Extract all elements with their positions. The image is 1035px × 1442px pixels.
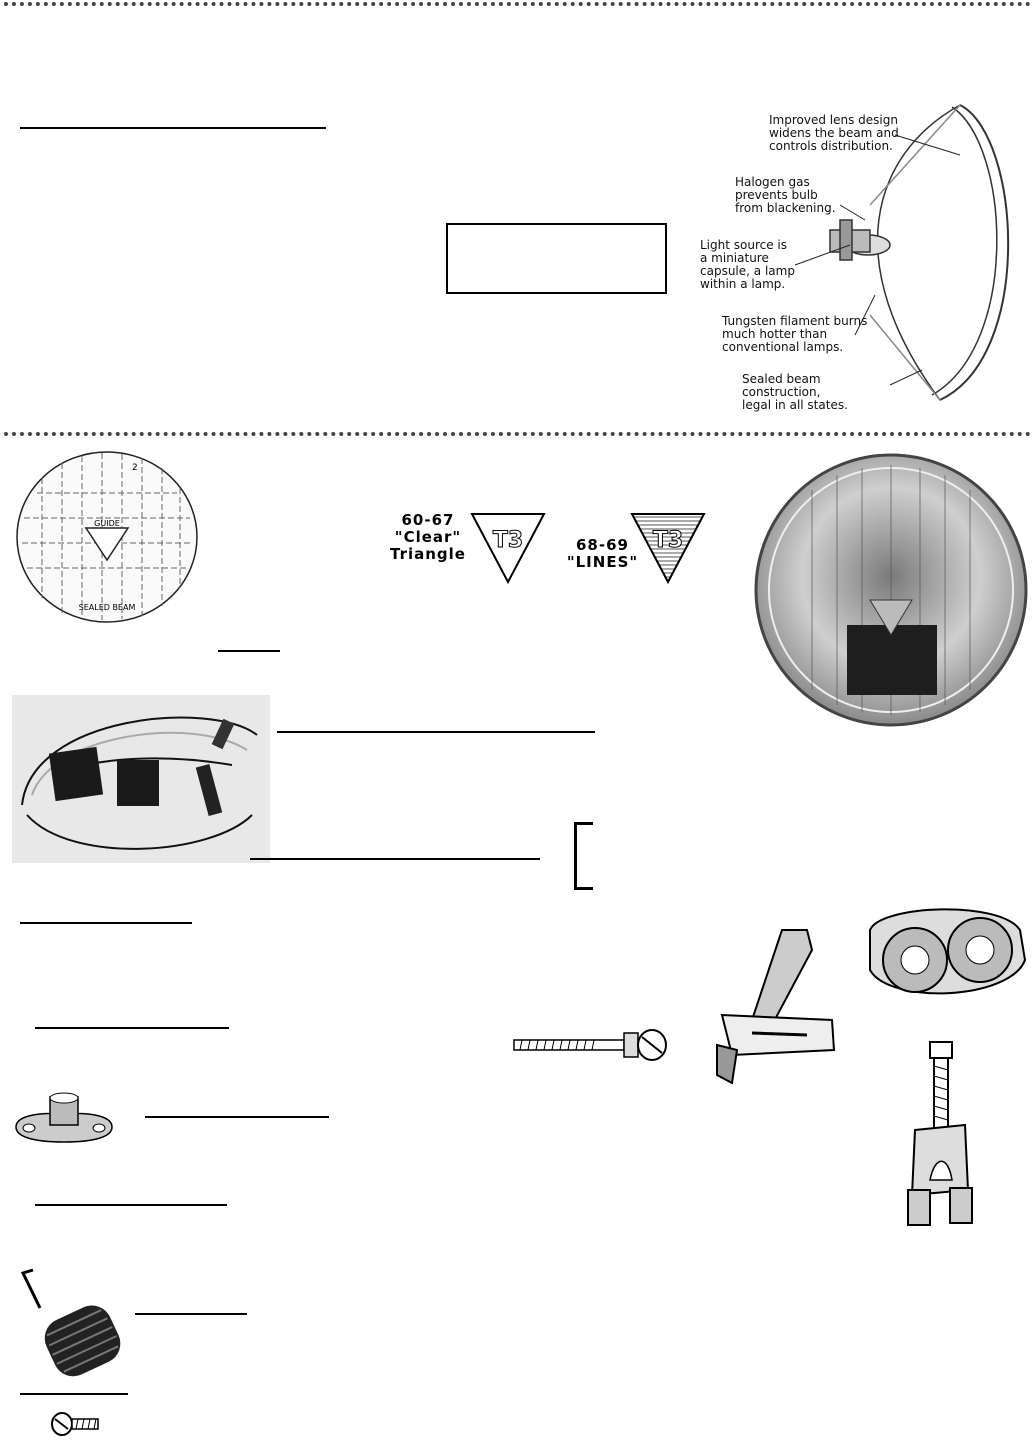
callout-line: within a lamp. [700, 277, 786, 291]
headlamp-photo [752, 450, 1030, 730]
flange-nut-drawing [14, 1092, 114, 1147]
callout-halogen-gas [735, 176, 845, 215]
callout-line: Light source is [700, 238, 788, 252]
callout-line: much hotter than [722, 327, 828, 341]
callout-line: prevents bulb [735, 188, 818, 202]
underline-part-2 [35, 1027, 229, 1029]
triangle-years: 60-67 [401, 511, 455, 529]
callout-lens-design [769, 114, 909, 153]
sealed-beam-text: SEALED BEAM [78, 603, 136, 612]
underline-part-4 [35, 1204, 227, 1206]
mounting-arm-drawing [712, 925, 842, 1085]
heading-underline [20, 127, 326, 129]
triangle-mark: T3 [652, 528, 684, 553]
callout-line: legal in all states. [742, 398, 848, 412]
triangle-label-line: "LINES" [566, 553, 639, 571]
small-screw-drawing [50, 1411, 102, 1437]
underline-harness-2 [250, 858, 540, 860]
underline-part-5 [135, 1313, 247, 1315]
triangle-label-60-67 [388, 512, 468, 563]
callout-tungsten [722, 315, 872, 354]
underline-part-1 [20, 922, 192, 924]
spring-drawing [18, 1268, 128, 1383]
empty-text-box [446, 223, 667, 294]
callout-line: Sealed beam construction, [742, 372, 821, 399]
underline-part-3 [145, 1116, 329, 1118]
middle-dotted-divider [4, 432, 1031, 436]
callout-line: conventional lamps. [722, 340, 844, 354]
triangle-years: 68-69 [576, 536, 629, 554]
callout-line: Improved lens design [769, 113, 898, 127]
short-underline [218, 650, 280, 652]
lens-number: 2 [132, 463, 138, 473]
callout-line: controls distribution. [769, 139, 893, 153]
clear-triangle-icon [470, 512, 546, 584]
guide-text: GUIDE [94, 519, 120, 528]
triangle-label-line: Triangle [390, 545, 466, 563]
callout-line: a miniature [700, 251, 769, 265]
callout-line: widens the beam and [769, 126, 899, 140]
underline-part-6 [20, 1393, 128, 1395]
callout-line: capsule, a lamp [700, 264, 795, 278]
relay-wiring-harness-photo [12, 695, 270, 863]
underline-harness-1 [277, 731, 595, 733]
adjuster-clamp-drawing [900, 1040, 980, 1230]
sealed-beam-lens-sketch [12, 448, 202, 626]
adjusting-screw-drawing [512, 1025, 667, 1065]
triangle-mark: T3 [492, 528, 524, 553]
triangle-label-line: "Clear" [394, 528, 462, 546]
lines-triangle-icon [630, 512, 706, 584]
callout-line: Tungsten filament burns [722, 314, 868, 328]
callout-line: Halogen gas [735, 175, 810, 189]
headlamp-housing-drawing [860, 900, 1028, 1010]
callout-light-source [700, 239, 810, 291]
top-dotted-divider [4, 2, 1031, 6]
left-bracket [574, 822, 593, 890]
callout-sealed-beam [742, 373, 902, 412]
callout-line: from blackening. [735, 201, 836, 215]
